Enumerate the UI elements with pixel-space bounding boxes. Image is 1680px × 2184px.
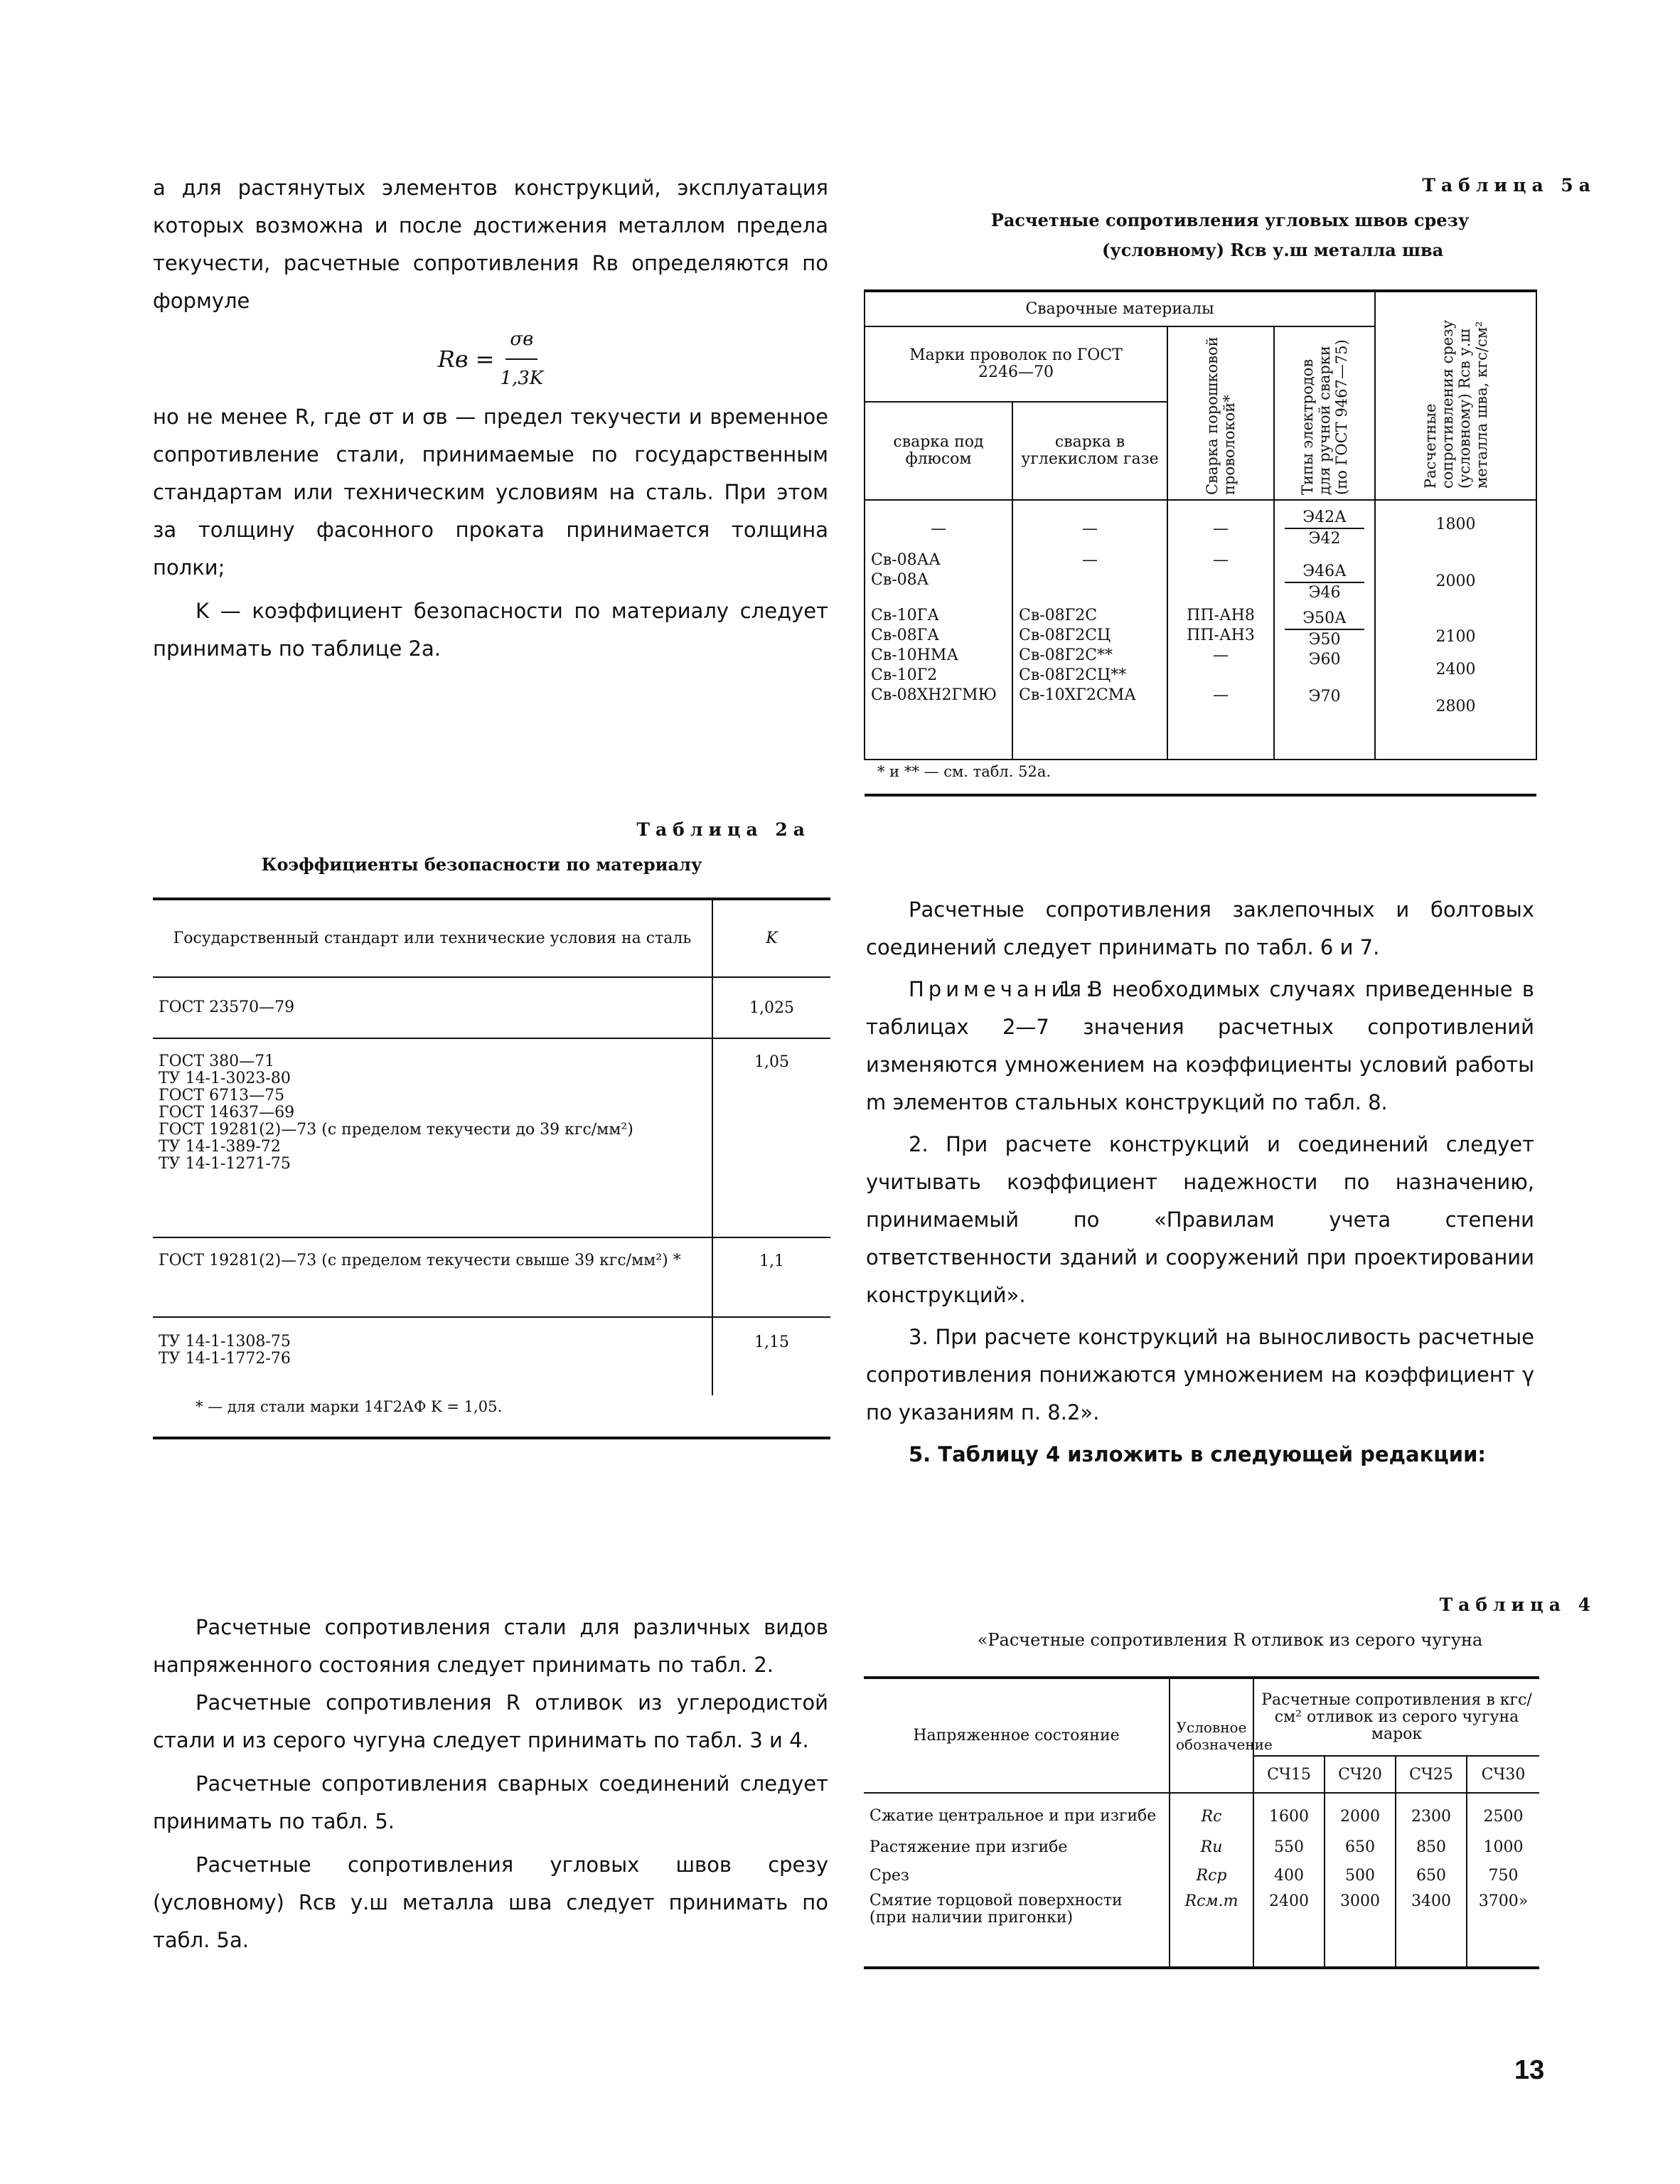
table-title-line1: Расчетные сопротивления угловых швов срезу [990, 210, 1470, 230]
column-header: Государственный стандарт или технические условия на сталь [153, 899, 712, 977]
left-bottom-text [153, 1609, 828, 1959]
grade-header: СЧ20 [1325, 1756, 1396, 1793]
table-cell: 850 [1396, 1836, 1467, 1864]
table-cell: 1000 [1467, 1836, 1539, 1864]
column-header: Условное обозначение [1170, 1678, 1253, 1793]
table-cell: ПП-АН8 [1187, 607, 1255, 624]
paragraph: Расчетные сопротивления стали для различных видов напряженного состояния следует принимать по табл. 2. [153, 1615, 828, 1677]
header-electrodes: Типы электродов для ручной сварки (по ГОСТ 9467—75) [1299, 339, 1351, 495]
formula [153, 320, 828, 398]
paragraph: Расчетные сопротивления сварных соединений следует принимать по табл. 5. [153, 1772, 828, 1833]
table-2a [153, 897, 830, 1439]
column-group-header: Расчетные сопротивления в кгс/см² отливок из серого чугуна марок [1253, 1678, 1539, 1756]
table-title-line2: (условному) Rсв у.ш металла шва [1102, 240, 1444, 260]
table-cell: — [1082, 520, 1098, 538]
table-cell: 1,05 [712, 1038, 830, 1237]
item-5: 5. Таблицу 4 изложить в следующей редакции: [909, 1442, 1487, 1466]
note-text: 1. В необходимых случаях приведенные в таблицах 2—7 значения расчетных сопротивлений изменяются умножением на коэффициенты условий работы m элементов стальных конструкций по табл. 8. [866, 977, 1534, 1114]
table-cell: — [931, 520, 946, 538]
table-cell: — [1213, 520, 1229, 538]
co2-column [1012, 500, 1167, 760]
table-4 [864, 1676, 1539, 1969]
table-cell: 2000 [1435, 572, 1476, 590]
table-cell: — [1213, 646, 1229, 664]
table-cell: Св-08ГА [871, 627, 939, 644]
note-2: 2. При расчете конструкций и соединений следует учитывать коэффициент надежности по назначению, принимаемый по «Правилам учета степени ответственности зданий и сооружений при проектировании конструкций». [866, 1132, 1534, 1307]
table-cell: 1600 [1253, 1793, 1325, 1836]
note-1 [866, 971, 1534, 1122]
subgroup-header: Марки проволок по ГОСТ 2246—70 [865, 326, 1167, 402]
column-header: сварка в углекислом газе [1012, 402, 1167, 500]
table-cell: 400 [1253, 1864, 1325, 1890]
note-3: 3. При расчете конструкций на выносливость расчетные сопротивления понижаются умножением на коэффициент γ по указаниям п. 8.2». [866, 1325, 1534, 1424]
table-cell [1019, 570, 1161, 606]
paragraph: K — коэффициент безопасности по материалу следует принимать по таблице 2а. [153, 599, 828, 661]
column-header [1274, 326, 1375, 500]
table-cell: — [1082, 551, 1098, 569]
table-cell: ПП-АН3 [1187, 627, 1255, 644]
formula-lhs: Rв = [437, 345, 495, 373]
table-cell: 3400 [1396, 1890, 1467, 1968]
table-cell: Св-08Г2С [1019, 607, 1098, 624]
table-cell: 1,1 [712, 1237, 830, 1317]
table-cell: 650 [1325, 1836, 1396, 1864]
grade-header: СЧ15 [1253, 1756, 1325, 1793]
paragraph: а для растянутых элементов конструкций, эксплуатация которых возможна и после достижения металлом предела текучести, расчетные сопротивления Rв определяются по формуле [153, 176, 828, 313]
column-header [1167, 326, 1274, 500]
table-cell [1174, 666, 1268, 686]
table-cell: ГОСТ 380—71 ТУ 14-1-3023-80 ГОСТ 6713—75 ГОСТ 14637—69 ГОСТ 19281(2)—73 (с пределом текучести до 39 кгс/мм²) ТУ 14-1-389-72 ТУ 14-1-1271-75 [153, 1038, 712, 1237]
group-header: Сварочные материалы [865, 291, 1375, 326]
paragraph: Расчетные сопротивления заклепочных и болтовых соединений следует принимать по табл. 6 и 7. [866, 897, 1534, 959]
table-cell: Срез [864, 1864, 1170, 1890]
table-cell: Св-10ХГ2СМА [1019, 686, 1136, 704]
table-cell: 2500 [1467, 1793, 1539, 1836]
paragraph: Расчетные сопротивления R отливок из углеродистой стали и из серого чугуна следует принимать по табл. 3 и 4. [153, 1690, 828, 1752]
table-cell: Св-10ГА [871, 607, 939, 624]
grade-header: СЧ30 [1467, 1756, 1539, 1793]
table-cell: Э70 [1308, 688, 1341, 705]
table-cell: Св-10Г2 [871, 666, 938, 684]
table-cell: 550 [1253, 1836, 1325, 1864]
column-header: Напряженное состояние [864, 1678, 1170, 1793]
table-cell: Э60 [1308, 651, 1341, 668]
table-cell: Э46 [1308, 584, 1341, 602]
table-caption: Таблица 5а [1422, 175, 1596, 196]
table-cell: Rс [1170, 1793, 1253, 1836]
table-cell: Rсм.т [1170, 1890, 1253, 1968]
column-header: K [712, 899, 830, 977]
table-cell: 750 [1467, 1864, 1539, 1890]
column-header [1375, 291, 1536, 500]
header-resistance: Расчетные сопротивления срезу (условному) Rсв у.ш металла шва, кгс/см² [1421, 319, 1490, 489]
grade-header: СЧ25 [1396, 1756, 1467, 1793]
table-title: Коэффициенты безопасности по материалу [261, 854, 702, 875]
table-cell: 2100 [1435, 628, 1476, 646]
table-footnote: * и ** — см. табл. 52а. [865, 760, 1536, 795]
table-cell: Св-10НМА [871, 646, 959, 664]
flux-column [865, 500, 1012, 760]
table-cell: Э42А [1285, 508, 1364, 529]
table-title: «Расчетные сопротивления R отливок из серого чугуна [977, 1630, 1483, 1650]
table-cell: 3700» [1467, 1890, 1539, 1968]
table-cell: ГОСТ 19281(2)—73 (с пределом текучести свыше 39 кгс/мм²) * [153, 1237, 712, 1317]
table-caption: Таблица 4 [1439, 1594, 1596, 1615]
table-cell: ГОСТ 23570—79 [153, 977, 712, 1038]
table-cell: Св-08АА [871, 551, 941, 569]
formula-numerator: σв [505, 321, 537, 360]
table-cell: Св-08Г2С** [1019, 646, 1113, 664]
right-text [866, 891, 1534, 1474]
formula-denominator: 1,3K [500, 368, 544, 389]
table-cell: 650 [1396, 1864, 1467, 1890]
table-cell: Э42 [1308, 530, 1341, 548]
left-top-text [153, 169, 828, 668]
table-cell: 3000 [1325, 1890, 1396, 1968]
table-caption: Таблица 2а [636, 819, 810, 840]
table-cell: Св-08Г2СЦ [1019, 627, 1111, 644]
table-cell: 2300 [1396, 1793, 1467, 1836]
formula-fraction [500, 321, 543, 398]
table-cell: Э50А [1285, 609, 1364, 630]
table-cell: Св-08А [871, 571, 929, 589]
table-cell: — [1213, 686, 1229, 704]
header-powder: Сварка порошковой проволокой* [1204, 336, 1238, 495]
table-footnote: * — для стали марки 14Г2АФ K = 1,05. [196, 1398, 503, 1415]
paragraph: но не менее R, где σт и σв — предел текучести и временное сопротивление стали, принимаемые по государственным стандартам или техническим условиям на сталь. При этом за толщину фасонного проката принимается толщина полки; [153, 405, 828, 580]
powder-column [1167, 500, 1274, 760]
table-cell: Э50 [1308, 631, 1341, 649]
table-cell: Rи [1170, 1836, 1253, 1864]
notes-label: Примечания: [909, 977, 1097, 1001]
table-cell: — [1213, 551, 1229, 569]
table-cell: ТУ 14-1-1308-75 ТУ 14-1-1772-76 [153, 1317, 712, 1395]
column-header: сварка под флюсом [865, 402, 1012, 500]
table-cell [1174, 570, 1268, 606]
table-cell: 1,025 [712, 977, 830, 1038]
table-5a [864, 289, 1536, 797]
table-cell: 1800 [1435, 516, 1476, 533]
table-cell: 2400 [1253, 1890, 1325, 1968]
table-cell: Св-08ХН2ГМЮ [871, 686, 997, 704]
paragraph: Расчетные сопротивления угловых швов срезу (условному) Rсв у.ш металла шва следует принимать по табл. 5а. [153, 1853, 828, 1952]
table-cell: Св-08Г2СЦ** [1019, 666, 1127, 684]
table-cell: 2400 [1435, 661, 1476, 678]
resistance-column [1375, 500, 1536, 760]
table-cell: 2800 [1435, 698, 1476, 715]
table-cell: Смятие торцовой поверхности (при наличии пригонки) [864, 1890, 1170, 1968]
page-number: 13 [1514, 2055, 1545, 2085]
table-cell: Rср [1170, 1864, 1253, 1890]
table-cell: 500 [1325, 1864, 1396, 1890]
electrodes-column [1274, 500, 1375, 760]
table-cell: 1,15 [712, 1317, 830, 1395]
table-cell: Э46А [1285, 562, 1364, 583]
table-cell: Растяжение при изгибе [864, 1836, 1170, 1864]
table-cell: 2000 [1325, 1793, 1396, 1836]
table-cell: Сжатие центральное и при изгибе [864, 1793, 1170, 1836]
